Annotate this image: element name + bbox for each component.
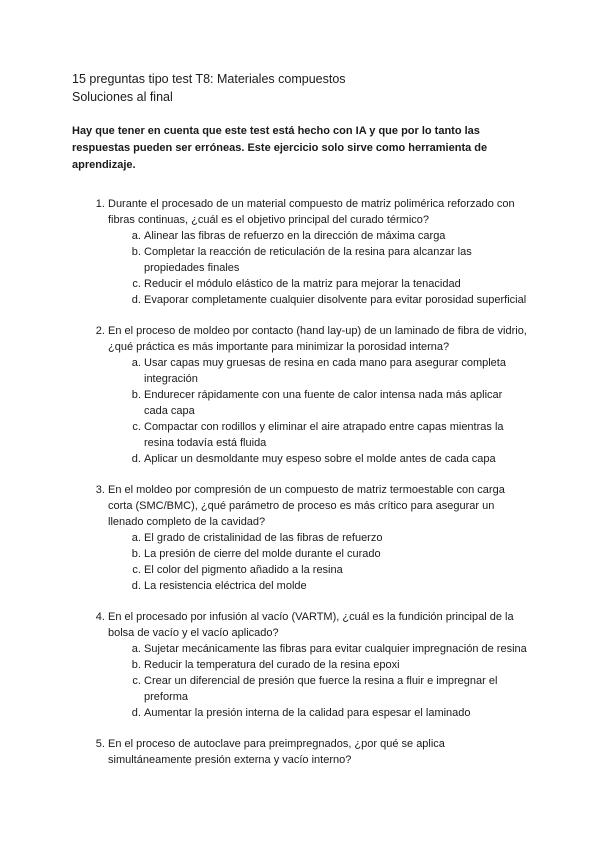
option-list — [108, 641, 528, 721]
option-item: c. El color del pigmento añadido a la resina — [144, 562, 528, 578]
question-text: En el procesado por infusión al vacío (VARTM), ¿cuál es la fundición principal de la bolsa de vacío y el vacío aplicado? — [108, 611, 514, 639]
question-item — [108, 609, 528, 721]
option-item: b. La presión de cierre del molde durante el curado — [144, 546, 528, 562]
option-item: b. Reducir la temperatura del curado de la resina epoxi — [144, 657, 528, 673]
option-item: c. Compactar con rodillos y eliminar el aire atrapado entre capas mientras la resina todavía está fluida — [144, 419, 528, 451]
question-text: Durante el procesado de un material compuesto de matriz polimérica reforzado con fibras continuas, ¿cuál es el objetivo principal del curado térmico? — [108, 198, 515, 226]
question-list — [72, 196, 528, 768]
option-item: d. Aumentar la presión interna de la calidad para espesar el laminado — [144, 705, 528, 721]
option-list — [108, 530, 528, 594]
ai-disclaimer: Hay que tener en cuenta que este test está hecho con IA y que por lo tanto las respuestas pueden ser erróneas. Este ejercicio solo sirve como herramienta de aprendizaje. — [72, 125, 488, 171]
option-item: d. Evaporar completamente cualquier disolvente para evitar porosidad superficial — [144, 292, 528, 308]
question-item — [108, 482, 528, 594]
option-item: b. Completar la reacción de reticulación de la resina para alcanzar las propiedades finales — [144, 244, 528, 276]
document-page — [72, 70, 528, 783]
option-list — [108, 228, 528, 308]
option-item: d. La resistencia eléctrica del molde — [144, 578, 528, 594]
option-item: a. El grado de cristalinidad de las fibras de refuerzo — [144, 530, 528, 546]
option-item: d. Aplicar un desmoldante muy espeso sobre el molde antes de cada capa — [144, 451, 528, 467]
question-text: En el proceso de autoclave para preimpregnados, ¿por qué se aplica simultáneamente presión externa y vacío interno? — [108, 738, 445, 766]
option-item: c. Crear un diferencial de presión que fuerce la resina a fluir e impregnar el preforma — [144, 673, 528, 705]
option-item: b. Endurecer rápidamente con una fuente de calor intensa nada más aplicar cada capa — [144, 387, 528, 419]
question-text: En el moldeo por compresión de un compuesto de matriz termoestable con carga corta (SMC/BMC), ¿qué parámetro de proceso es más crítico para asegurar un llenado completo de la cavidad? — [108, 484, 505, 528]
option-item: a. Usar capas muy gruesas de resina en cada mano para asegurar completa integración — [144, 355, 528, 387]
option-item: a. Alinear las fibras de refuerzo en la dirección de máxima carga — [144, 228, 528, 244]
question-item — [108, 736, 528, 768]
question-item — [108, 323, 528, 467]
document-title: 15 preguntas tipo test T8: Materiales compuestos — [72, 72, 346, 86]
question-item — [108, 196, 528, 308]
option-item: c. Reducir el módulo elástico de la matriz para mejorar la tenacidad — [144, 276, 528, 292]
option-item: a. Sujetar mecánicamente las fibras para evitar cualquier impregnación de resina — [144, 641, 528, 657]
option-list — [108, 355, 528, 467]
question-text: En el proceso de moldeo por contacto (hand lay-up) de un laminado de fibra de vidrio, ¿qué práctica es más importante para minimizar la porosidad interna? — [108, 325, 527, 353]
document-subtitle: Soluciones al final — [72, 90, 173, 104]
